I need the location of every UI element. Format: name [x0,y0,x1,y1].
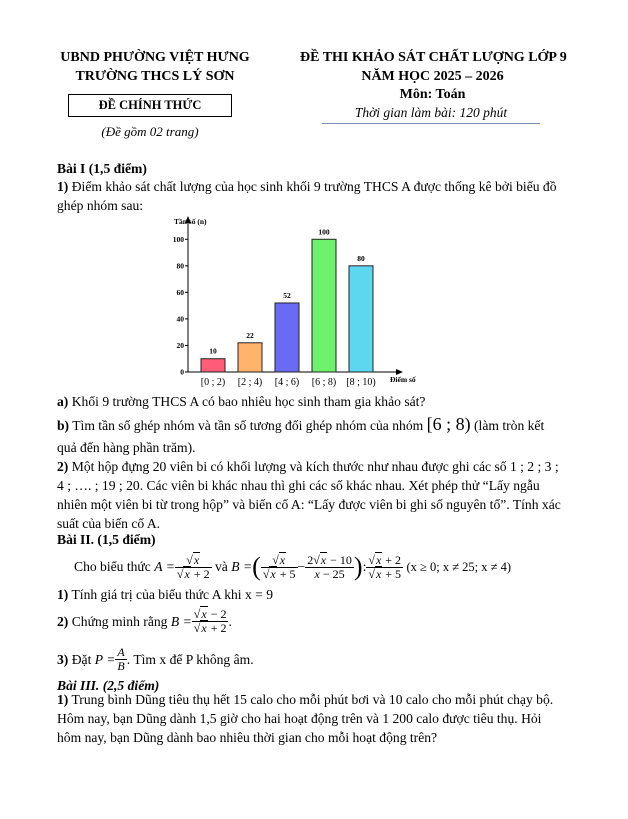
y-tick-label: 0 [180,367,184,377]
bai2-q1 [57,585,565,604]
bai2-q3: 3) Đặt P = $\frac{A}{B}$ . Tìm x để P không âm. [57,644,254,673]
y-tick-label: 60 [176,287,184,297]
bai1-qa [57,392,565,411]
bai3-q1 [57,690,565,747]
bai3-q1-text: Trung bình Dũng tiêu thụ hết 15 calo cho mỗi phút bơi và 10 calo cho mỗi phút chạy bộ. Hôm nay, bạn Dũng dành 1,5 giờ cho hai hoạt động trên và 1 200 calo được tiêu thụ. Hỏi hôm nay, bạn Dũng dành bao nhiêu thời gian cho mỗi hoạt động trên? [57,692,554,745]
bai1-qb-label: b) [57,418,70,433]
school-year: NĂM HỌC 2025 – 2026 [361,69,504,84]
bai2-intro: Cho biểu thức [74,559,151,574]
histogram-chart [160,212,430,392]
expr-a-frac: $\frac{√x}{√x + 2}$ [176,552,210,581]
bai1-qb [57,413,565,459]
official-box: ĐỀ CHÍNH THỨC [68,94,232,117]
y-tick-label: 20 [176,340,184,350]
bai2-expressions: Cho biểu thức A = $\frac{√x}{√x + 2}$ và B = ( $\frac{√x}{√x + 5}$ − $\frac{2√x - 10}{x - 25}$ ) : $\frac{√x + 2}{√x + 5}$ (x ≥ 0; x ≠ 25; x ≠ 4) [74,552,512,581]
x-category-label: [6 ; 8) [311,377,337,388]
bar-3 [312,239,336,372]
bar-2 [275,303,299,372]
exam-title: ĐỀ THI KHẢO SÁT CHẤT LƯỢNG LỚP 9 [300,50,567,65]
bai1-q1-text: Điểm khảo sát chất lượng của học sinh khối 9 trường THCS A được thống kê bởi biểu đồ ghép nhóm sau: [57,179,557,213]
x-category-label: [2 ; 4) [237,377,263,388]
bai3-title: Bài III. (2,5 điểm) [57,678,160,693]
x-category-label: [8 ; 10) [346,377,376,388]
bai1-q1 [57,177,565,215]
bar-0 [201,359,225,372]
bai2-q1-label: 1) [57,587,69,602]
y-tick-label: 80 [176,261,184,271]
bai1-title: Bài I (1,5 điểm) [57,161,147,176]
bai1-qb-interval: [6 ; 8) [426,414,471,434]
y-tick-label: 40 [176,314,184,324]
bai1-q1-label: 1) [57,179,69,194]
bai2-condition: (x ≥ 0; x ≠ 25; x ≠ 4) [406,559,512,574]
bai1-q2 [57,457,565,533]
bai2-and: và [215,559,228,574]
bai2-q3-text2: . Tìm x để P không âm. [126,651,254,667]
x-axis-label: Điểm số [390,375,416,384]
org-line2: TRƯỜNG THCS LÝ SƠN [75,69,235,84]
bar-value-label: 80 [357,253,365,263]
bai1-qa-text: Khối 9 trường THCS A có bao nhiêu học sinh tham gia khảo sát? [71,394,426,409]
bai2-q2-label: 2) [57,613,69,629]
expr-b-frac2: $\frac{2√x - 10}{x - 25}$ [307,552,352,581]
expr-b-frac1: $\frac{√x}{√x + 5}$ [262,552,296,581]
bai1-q2-label: 2) [57,459,69,474]
expr-b-result: $\frac{√x - 2}{√x + 2}$ [193,606,227,635]
subject: Môn: Toán [399,87,466,102]
bai2-q1-text: Tính giá trị của biểu thức A khi x = 9 [71,587,274,602]
bar-value-label: 52 [283,290,291,300]
x-category-label: [0 ; 2) [200,377,226,388]
bar-value-label: 10 [209,346,217,356]
bai1-qb-text2: (làm tròn kết quả đến hàng phần trăm). [57,418,545,455]
bai2-q2-text: Chứng minh rằng [71,613,168,629]
bar-value-label: 22 [246,330,254,340]
bar-4 [349,266,373,372]
pages-note: (Đề gồm 02 trang) [101,124,199,139]
bai2-q3-label: 3) [57,651,69,667]
expr-p: $\frac{A}{B}$ [117,644,125,673]
expr-b: B = [231,559,253,574]
bai3-q1-label: 1) [57,692,69,707]
bai2-q2: 2) Chứng minh rằng B = $\frac{√x - 2}{√x + 2}$ . [57,606,232,635]
y-axis-label: Tần số (n) [174,217,207,226]
bai2-q3-text1: Đặt [71,651,92,667]
bai1-q2-text: Một hộp đựng 20 viên bi có khối lượng và kích thước như nhau được ghi các số 1 ; 2 ; 3 ; 4 ; …. ; 19 ; 20. Các viên bi khác nhau thì ghi các số khác nhau. Xét phép thử “Lấy ngẫu nhiên một viên bi từ trong hộp” và biến cố A: “Lấy được viên bi ghi số nguyên tố”. Tính xác suất của biến cố A. [57,459,561,531]
x-category-label: [4 ; 6) [274,377,300,388]
expr-a: A = [154,559,175,574]
y-tick-label: 100 [172,234,184,244]
bai2-title: Bài II. (1,5 điểm) [57,532,156,547]
org-line1: UBND PHƯỜNG VIỆT HƯNG [60,50,250,65]
bar-value-label: 100 [318,227,330,237]
bar-1 [238,343,262,372]
bai1-qa-label: a) [57,394,69,409]
time-limit: Thời gian làm bài: 120 phút [322,105,540,124]
bai1-qb-text1: Tìm tần số ghép nhóm và tần số tương đối ghép nhóm của nhóm [72,418,424,433]
expr-b-frac3: $\frac{√x + 2}{√x + 5}$ [368,552,402,581]
